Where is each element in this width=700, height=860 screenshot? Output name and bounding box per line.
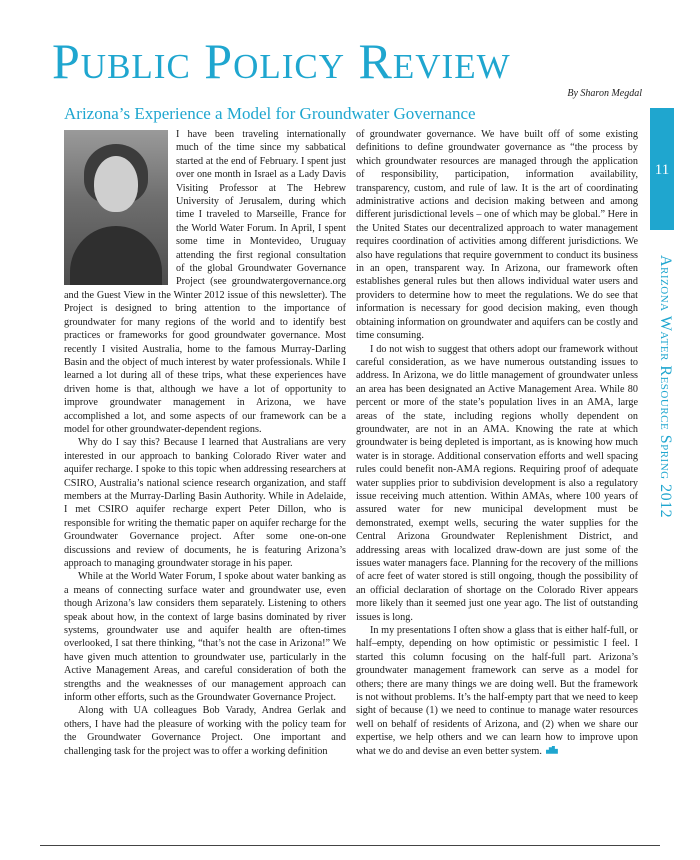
paragraph: I do not wish to suggest that others adopt our framework without careful consideration, as we have numerous outstanding issues to address. In Arizona, we do little management of groundwater unless an area has been designated an Active Management Area. While 80 percent or more of the state’s population lives in an AMA, large areas of the state, including regions wholly dependent on groundwater, are not in an AMA. Knowing the rate at which groundwater is being depleted is important, as is knowing how much water is in storage. Additional conservation efforts and well spacing rules could benefit non-AMA regions. Requiring proof of adequate water supplies prior to subdivision development is also a regulatory issue receiving much attention. Within AMAs, where 100 years of assured water for new municipal development must be demonstrated, exempt wells, securing the water supplies for the Central Arizona Groundwater Replenishment District, and addressing areas with localized draw-down are just some of the issues water managers face. Planning for the recovery of the millions of acre feet of water stored is still ongoing, though the possibility of an official declaration of shortage on the Colorado River appears more likely than it seemed just one year ago. The list of outstanding issues is long.: [356, 343, 638, 623]
paragraph: [356, 624, 638, 758]
article-column-1: [64, 128, 346, 758]
bottom-rule: [40, 845, 660, 846]
paragraph: Why do I say this? Because I learned that Australians are very interested in our approach to banking Colorado River water and aquifer recharge. I spoke to this topic when addressing researchers at CSIRO, Australia’s national science research organization, and staff members at the Murray-Darling Basin Authority. While in Adelaide, I met CSIRO aquifer recharge expert Peter Dillon, who is responsible for writing the thematic paper on aquifer recharge for the Groundwater Governance project. After some one-on-one discussions and review of documents, he is featuring Arizona’s approach to managing groundwater storage in his paper.: [64, 437, 346, 569]
paragraph: I have been traveling internationally much of the time since my sabbatical started at the end of February. I spent just over one month in Israel as a Lady Davis Visiting Professor at The Hebrew University of Jerusalem, during which time I traveled to Marseille, France for the World Water Forum. In April, I spent some time in Montevideo, Uruguay attending the first regional consultation of the global Groundwater Governance Project (see groundwatergovernance.org and the Guest View in the Winter 2012 issue of this newsletter). The Project is designed to bring attention to the importance of groundwater for many regions of the world and to identify best practices or frameworks for good groundwater governance. Most recently I visited Australia, home to the famous Murray-Darling Basin and the object of much interest by water professionals. While I learned a lot during all of these trips, what these experiences have driven home is that, although we have a lot of opportunity to improve groundwater management in Arizona, we have accomplished a lot, and some aspects of our framework can be a model for other groundwater-dependent regions.: [64, 129, 346, 435]
article-title: Arizona’s Experience a Model for Groundwater Governance: [64, 104, 476, 123]
byline: By Sharon Megdal: [567, 88, 642, 99]
paragraph-text: In my presentations I often show a glass that is either half-full, or half–empty, depending on how optimistic or pessimistic I feel. I started this column focusing on the half-full part. Arizona’s groundwater management framework can serve as a model for others; there are many things we are doing well. But the framework is not without problems. It’s the half-empty part that we need to keep sight of because (1) we need to continue to manage water resources well on behalf of residents of Arizona, and (2) when we share our expertise, we help others and we can learn how to improve upon what we do and devise an even better system.: [356, 625, 638, 757]
paragraph: While at the World Water Forum, I spoke about water banking as a means of connecting surface water and groundwater use, even though Arizona’s law considers them separately. Listening to others speak about how, in the context of large basins dominated by river systems, groundwater use and aquifer health are often-times overlooked, I sat there thinking, “that’s not the case in Arizona!” We have given much attention to groundwater use, particularly in the Active Management Areas, and careful consideration of both the strengths and the weaknesses of our management approach can inform other efforts, such as the Groundwater Governance Project.: [64, 571, 346, 704]
photo-wrap-space: [64, 128, 176, 288]
end-mark-icon: [546, 746, 558, 754]
paragraph: of groundwater governance. We have built off of some existing definitions to define groundwater governance as “the process by which groundwater resources are managed through the application of responsibility, participation, information availability, transparency, custom, and rule of law. It is the art of coordinating administrative actions and decision making between and among different jurisdictional levels – one of which may be global.” Here in the United States our decentralized approach to water management requires coordination of activities among different jurisdictions. We also have regulations that require government to conduct its business in an open, transparent way. In Arizona, our framework often establishes general rules but then allows individual water users and providers to determine how to meet the regulations. We do see that information is necessary for good decision making, even though obtaining information on groundwater and aquifers can be costly and time consuming.: [356, 129, 638, 342]
article-column-2: [356, 128, 638, 758]
publication-title: Arizona Water Resource Spring 2012: [657, 255, 674, 519]
masthead: Public Policy Review: [52, 33, 511, 89]
paragraph: Along with UA colleagues Bob Varady, Andrea Gerlak and others, I have had the pleasure of working with the policy team for the Groundwater Governance Project. One important and challenging task for the project was to offer a working definition: [64, 705, 346, 757]
page-number: 11: [654, 162, 670, 178]
